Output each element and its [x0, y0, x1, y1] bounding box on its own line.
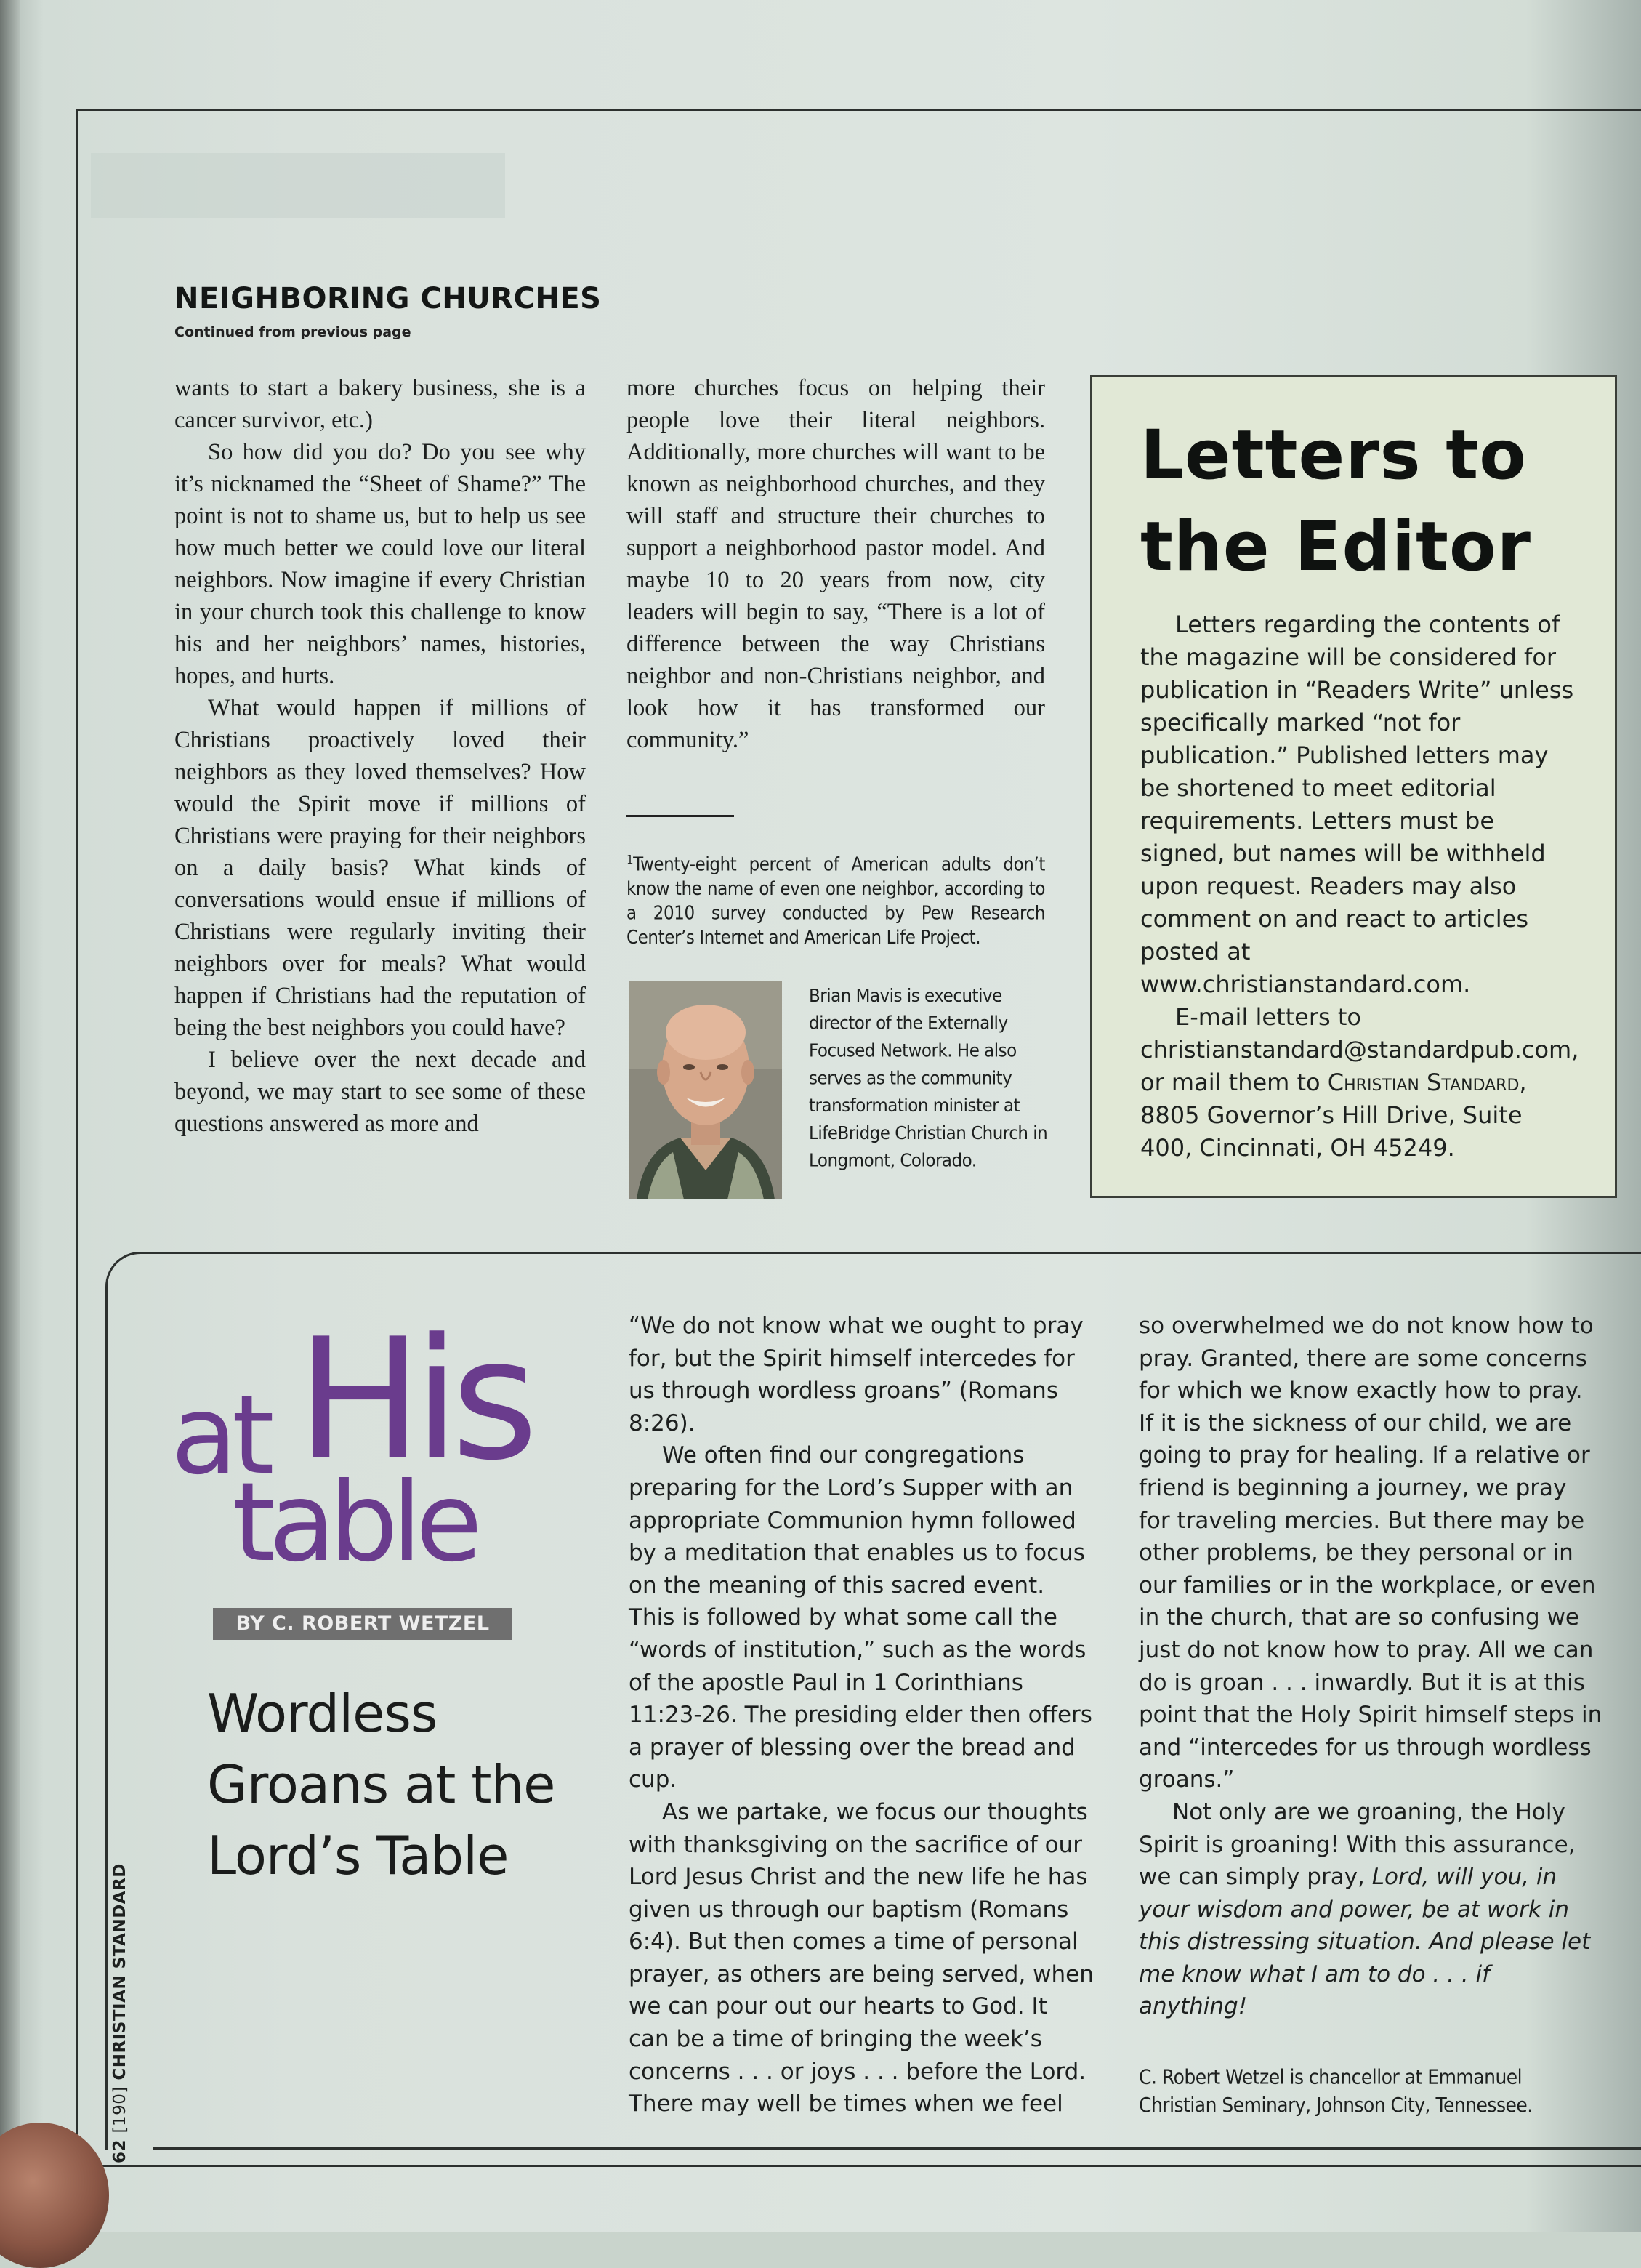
section-title: NEIGHBORING CHURCHES [174, 282, 602, 315]
binding-gutter [0, 0, 20, 2232]
letters-contact [1140, 1001, 1579, 1165]
letters-title-line-2: the Editor [1140, 507, 1531, 587]
page-number: 62 [110, 2139, 129, 2163]
letters-body [1140, 608, 1579, 1165]
footnote-rule [626, 815, 734, 817]
magazine-name: Christian Standard [1327, 1069, 1520, 1096]
logo-table: table [233, 1460, 476, 1586]
bottom-rule [153, 2147, 1641, 2150]
letters-email-lead: E-mail letters to christianstandard@standardpub.com, or mail them to [1140, 1003, 1579, 1096]
paragraph: As we partake, we focus our thoughts with thanksgiving on the sacrifice of our Lord Jesus Christ and the new life he has given us through our baptism (Romans 6:4). But then comes a time of personal prayer, as others are being served, when we can pour out our hearts to God. It can be a time of bringing the week’s concerns . . . or joys . . . before the Lord. There may well be times when we feel [629, 1798, 1094, 2118]
prayer-lead: Not only are we groaning, the Holy Spirit is groaning! With this assurance, we can simply pray, [1139, 1798, 1576, 1891]
publication-name: CHRISTIAN STANDARD [110, 1863, 129, 2080]
byline-badge: BY C. ROBERT WETZEL [213, 1608, 512, 1640]
paragraph: more churches focus on helping their people love their literal neighbors. Additionally, more churches will want to be known as neighborhood churches, and they will staff and structure their churches to support a neighborhood pastor model. And maybe 10 to 20 years from now, city leaders will begin to say, “There is a lot of difference between the way Christians neighbor and non-Christians neighbor, and look how it has transformed our community.” [626, 375, 1045, 753]
letters-title-line-1: Letters to [1140, 416, 1527, 495]
paragraph: so overwhelmed we do not know how to pray. Granted, there are some concerns for which we know exactly how to pray. If it is the sickness of our child, we are going to pray for healing. If a relative or friend is beginning a journey, we pray for traveling mercies. But there may be other problems, be they personal or in our families or in the workplace, or even in the church, that are so confusing we just do not know how to pray. All we can do is groan . . . inwardly. But it is at this point that the Holy Spirit himself steps in and “intercedes for us through wordless groans.” [1139, 1313, 1602, 1793]
column-body-2 [1139, 1310, 1604, 2023]
letters-title [1140, 410, 1605, 593]
author-portrait-image [629, 981, 782, 1199]
article-column-1 [174, 372, 586, 1140]
paragraph: “We do not know what we ought to pray for, but the Spirit himself intercedes for us through wordless groans” (Romans 8:26). [629, 1313, 1084, 1436]
author-bio: Brian Mavis is executive director of the Externally Focused Network. He also serves as the community transformation minister at LifeBridge Christian Church in Longmont, Colorado. [809, 986, 1048, 1172]
author-endnote: C. Robert Wetzel is chancellor at Emmanuel Christian Seminary, Johnson City, Tennessee. [1139, 2065, 1533, 2117]
paragraph [1139, 1796, 1604, 2023]
logo-at: at [171, 1372, 269, 1499]
footnote-mark: 1 [626, 852, 634, 867]
paragraph: We often find our congregations preparing for the Lord’s Supper with an appropriate Communion hymn followed by a meditation that enables us to focus on the meaning of this sacred event. This is followed by what some call the “words of institution,” such as the words of the apostle Paul in 1 Corinthians 11:23-26. The presiding elder then offers a prayer of blessing over the bread and cup. [629, 1442, 1092, 1793]
paragraph: What would happen if millions of Christians proactively loved their neighbors as they loved themselves? How would the Spirit move if millions of Christians were praying for their neighbors on a daily basis? What kinds of conversations would ensue if millions of Christians were regularly inviting their neighbors over for meals? What would happen if Christians had the reputation of being the best neighbors you could have? [174, 695, 586, 1041]
column-body-1 [629, 1310, 1094, 2120]
letters-to-editor-box [1090, 375, 1617, 1198]
paragraph: I believe over the next decade and beyond, we may start to see some of these questions answered as more and [174, 1047, 586, 1137]
footnote [626, 848, 1045, 950]
article-title: Wordless Groans at the Lord’s Table [207, 1683, 555, 1886]
faded-section-tab [91, 153, 505, 218]
paragraph: wants to start a bakery business, she is a cancer survivor, etc.) [174, 375, 586, 433]
logo-his: His [297, 1303, 530, 1497]
paragraph: So how did you do? Do you see why it’s nicknamed the “Sheet of Shame?” The point is not to shame us, but to help us see how much better we could love our literal neighbors. Now imagine if every Christian in your church took this challenge to know his and her neighbors’ names, histories, hopes, and hurts. [174, 439, 586, 689]
mailing-address: , 8805 Governor’s Hill Drive, Suite 400, Cincinnati, OH 45249. [1140, 1069, 1527, 1162]
letters-policy: Letters regarding the contents of the magazine will be considered for publication in “Readers Write” unless specifically marked “not for publication.” Published letters may be shortened to meet editorial requirements. Letters must be signed, but names will be withheld upon request. Readers may also comment on and react to articles posted at www.christianstandard.com. [1140, 611, 1574, 998]
article-column-2 [626, 372, 1045, 756]
issue-page: [190] [110, 2086, 129, 2134]
page-folio [110, 1863, 129, 2163]
footnote-text: Twenty-eight percent of American adults don’t know the name of even one neighbor, according to a 2010 survey conducted by Pew Research Center’s Internet and American Life Project. [626, 853, 1045, 949]
continued-note: Continued from previous page [174, 324, 411, 340]
prayer-italic: Lord, will you, in your wisdom and power, be at work in this distressing situation. And please let me know what I am to do . . . if anything! [1139, 1864, 1591, 2020]
author-photo [629, 981, 782, 1199]
